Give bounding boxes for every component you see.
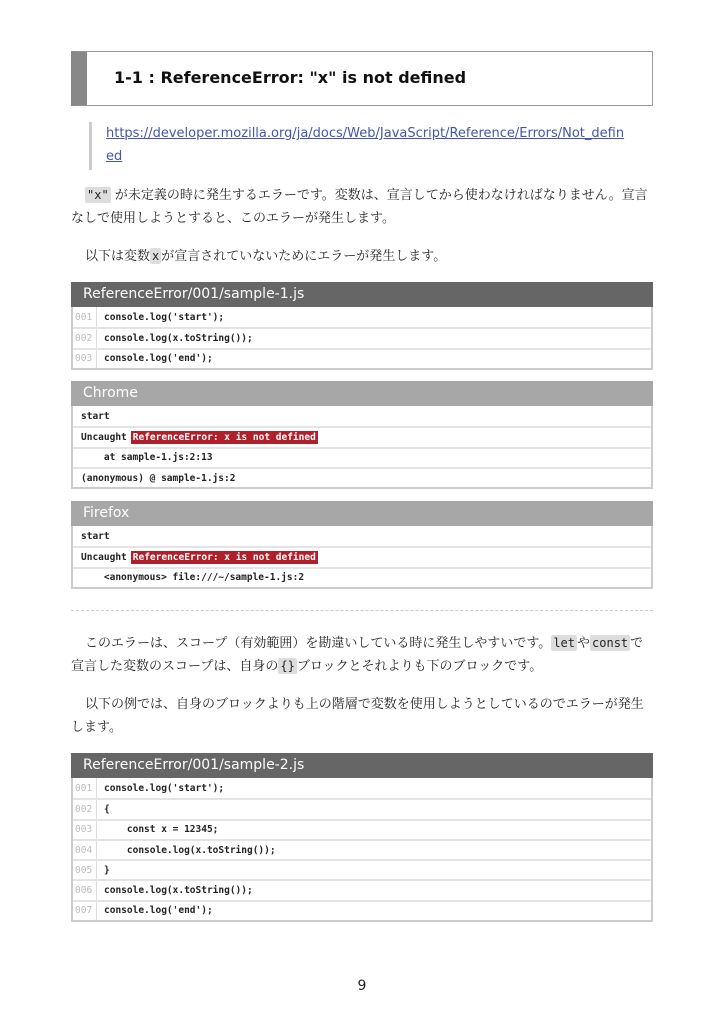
paragraph-4: 以下の例では、自身のブロックよりも上の階層で変数を使用しようとしているのでエラーが発生します。 xyxy=(71,697,644,735)
output-text: Uncaught xyxy=(81,431,127,443)
output-line xyxy=(73,426,651,446)
code-text: console.log(x.toString()); xyxy=(104,332,253,344)
output-text: Uncaught xyxy=(81,551,127,563)
code-text: console.log(x.toString()); xyxy=(104,885,253,897)
inline-code: x xyxy=(152,249,160,263)
code-text: { xyxy=(104,803,110,815)
code-line xyxy=(73,839,651,859)
line-number: 003 xyxy=(73,350,97,368)
error-highlight: ReferenceError: x is not defined xyxy=(132,431,316,443)
code-text: console.log('start'); xyxy=(104,782,225,794)
line-number: 001 xyxy=(73,778,97,798)
code-line xyxy=(73,348,651,368)
code-text: console.log('end'); xyxy=(104,353,213,365)
output-line xyxy=(73,467,651,487)
code-block-sample-2 xyxy=(71,753,653,922)
code-text: const x = 12345; xyxy=(104,824,219,836)
code-line xyxy=(73,307,651,327)
divider xyxy=(71,610,653,611)
line-number: 006 xyxy=(73,881,97,899)
paragraph-text: このエラーは、スコープ（有効範囲）を勘違いしている時に発生しやすいです。 xyxy=(85,636,552,651)
code-line xyxy=(73,798,651,818)
paragraph-text: が未定義の時に発生するエラーです。変数は、宣言してから使わなければなりません。宣言なしで使用しようとすると、このエラーが発生します。 xyxy=(71,188,648,226)
code-block-title: ReferenceError/001/sample-1.js xyxy=(71,282,653,307)
firefox-output xyxy=(71,501,653,589)
output-text: <anonymous> file:///~/sample-1.js:2 xyxy=(81,572,305,584)
output-line xyxy=(73,567,651,587)
line-number: 001 xyxy=(73,307,97,327)
chrome-output xyxy=(71,381,653,489)
line-number: 004 xyxy=(73,841,97,859)
inline-code: let xyxy=(553,636,575,650)
error-highlight: ReferenceError: x is not defined xyxy=(132,551,316,563)
output-title: Firefox xyxy=(71,501,653,526)
code-line xyxy=(73,778,651,798)
heading-text: 1-1 : ReferenceError: "x" is not defined xyxy=(114,68,467,87)
code-line xyxy=(73,900,651,920)
code-text: console.log('start'); xyxy=(104,311,225,323)
code-block-title: ReferenceError/001/sample-2.js xyxy=(71,753,653,778)
paragraph-text: ブロックとそれよりも下のブロックです。 xyxy=(296,659,543,674)
line-number: 003 xyxy=(73,821,97,839)
output-text: (anonymous) @ sample-1.js:2 xyxy=(81,472,236,484)
line-number: 005 xyxy=(73,861,97,879)
paragraph-text: で宣言した変数のスコープは、自身の xyxy=(71,636,644,674)
line-number: 007 xyxy=(73,902,97,920)
code-line xyxy=(73,859,651,879)
output-line xyxy=(73,447,651,467)
output-text: start xyxy=(81,530,110,542)
output-line xyxy=(73,526,651,546)
output-line xyxy=(73,406,651,426)
code-line xyxy=(73,879,651,899)
output-title: Chrome xyxy=(71,381,653,406)
page-number: 9 xyxy=(357,978,367,994)
paragraph-text: が宣言されていないためにエラーが発生します。 xyxy=(161,249,447,264)
paragraph-text: 以下は変数 xyxy=(85,249,151,264)
code-text: console.log(x.toString()); xyxy=(104,844,276,856)
code-block-sample-1 xyxy=(71,282,653,370)
inline-code: "x" xyxy=(87,188,109,202)
code-line xyxy=(73,327,651,347)
output-text: at sample-1.js:2:13 xyxy=(81,452,213,464)
mdn-link[interactable]: https://developer.mozilla.org/ja/docs/Web/JavaScript/Reference/Errors/Not_defined xyxy=(106,126,625,164)
paragraph-2 xyxy=(71,245,653,268)
paragraph-1 xyxy=(71,184,653,230)
line-number: 002 xyxy=(73,800,97,818)
reference-quote xyxy=(89,122,629,170)
section-heading xyxy=(71,51,653,106)
code-line xyxy=(73,819,651,839)
output-text: start xyxy=(81,410,110,422)
line-number: 002 xyxy=(73,329,97,347)
output-line xyxy=(73,546,651,566)
paragraph-text: や xyxy=(577,636,591,651)
inline-code: const xyxy=(592,636,629,650)
inline-code: {} xyxy=(280,659,295,673)
code-text: console.log('end'); xyxy=(104,905,213,917)
code-text: } xyxy=(104,864,110,876)
paragraph-3 xyxy=(71,632,653,678)
